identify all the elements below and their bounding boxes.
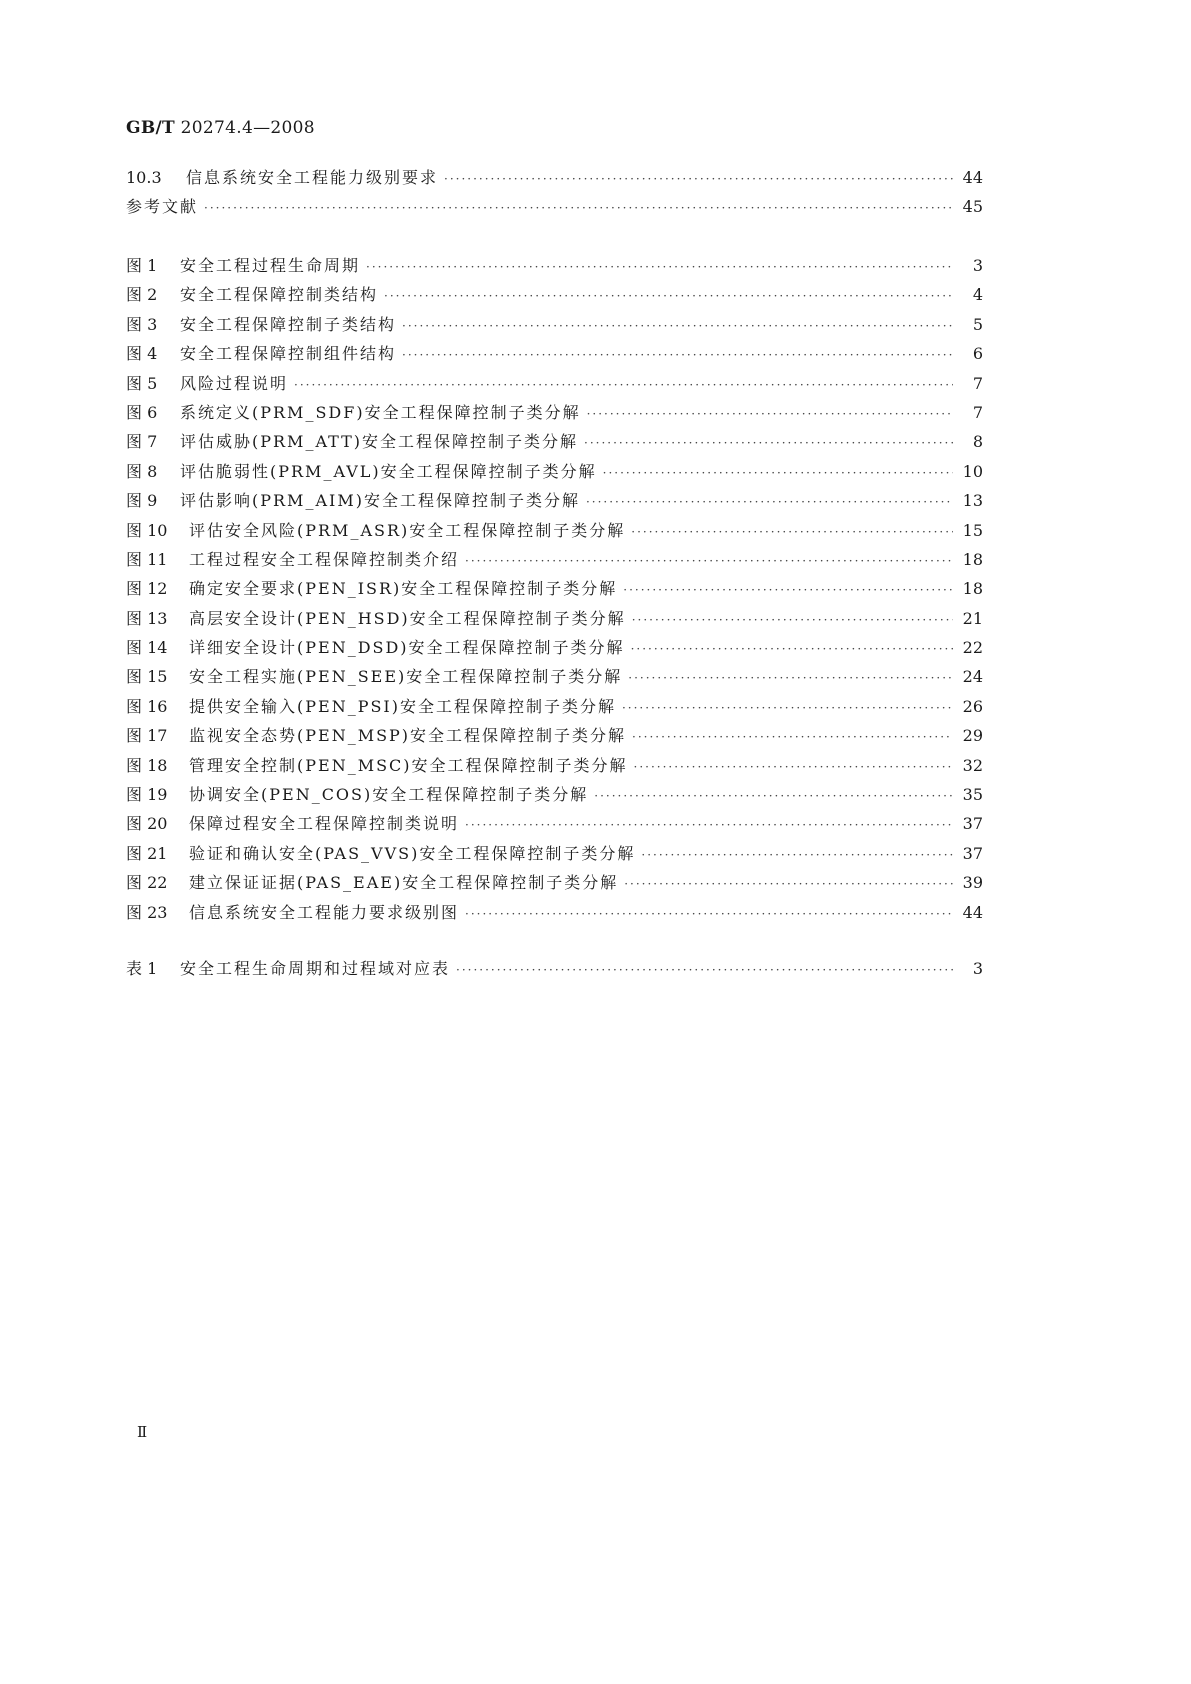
dot-leader	[444, 172, 953, 186]
standard-code-number: 20274.4—2008	[180, 118, 315, 138]
toc-entry-title: 协调安全(PEN_COS)安全工程保障控制子类分解	[189, 785, 589, 805]
toc-entry-page: 45	[962, 197, 983, 217]
dot-leader	[456, 963, 953, 977]
toc-entry-label: 图 22	[126, 873, 168, 893]
toc-entry-figure[interactable]	[126, 694, 983, 723]
toc-entry-figure[interactable]	[126, 518, 983, 547]
toc-entry-page: 21	[962, 608, 983, 628]
dot-leader	[624, 877, 953, 891]
dot-leader	[204, 201, 953, 215]
toc-sections	[126, 165, 983, 224]
toc-entry-label: 图 5	[126, 373, 158, 393]
toc-entry-title: 高层安全设计(PEN_HSD)安全工程保障控制子类分解	[189, 608, 626, 628]
toc-entry-figure[interactable]	[126, 576, 983, 605]
toc-entry-section[interactable]	[126, 165, 983, 194]
toc-entry-figure[interactable]	[126, 753, 983, 782]
toc-entry-title: 风险过程说明	[180, 373, 289, 393]
toc-entry-title: 评估安全风险(PRM_ASR)安全工程保障控制子类分解	[189, 520, 626, 540]
toc-entry-figure[interactable]	[126, 547, 983, 576]
page-number: Ⅱ	[137, 1423, 148, 1441]
toc-entry-label: 图 8	[126, 461, 158, 481]
toc-entry-label: 图 18	[126, 755, 168, 775]
toc-entry-label: 表 1	[126, 959, 158, 978]
dot-leader	[631, 642, 953, 656]
dot-leader	[628, 671, 953, 685]
toc-entry-page: 18	[962, 579, 983, 599]
toc-entry-figure[interactable]	[126, 459, 983, 488]
toc-entry-title: 建立保证证据(PAS_EAE)安全工程保障控制子类分解	[189, 873, 619, 893]
toc-entry-page: 3	[972, 959, 983, 978]
toc-entry-page: 7	[972, 402, 983, 422]
dot-leader	[294, 378, 953, 392]
toc-entry-page: 44	[962, 902, 983, 922]
toc-entry-page: 35	[962, 785, 983, 805]
toc-entry-title: 信息系统安全工程能力级别要求	[186, 168, 439, 187]
dot-leader	[465, 818, 953, 832]
toc-entry-title: 评估脆弱性(PRM_AVL)安全工程保障控制子类分解	[180, 461, 597, 481]
toc-tables	[126, 956, 983, 985]
toc-entry-section[interactable]	[126, 194, 983, 223]
toc-entry-label: 图 14	[126, 638, 168, 658]
dot-leader	[622, 701, 953, 715]
toc-entry-figure[interactable]	[126, 900, 983, 929]
toc-entry-title: 系统定义(PRM_SDF)安全工程保障控制子类分解	[180, 402, 581, 422]
toc-entry-figure[interactable]	[126, 341, 983, 370]
dot-leader	[402, 348, 953, 362]
toc-entry-title: 管理安全控制(PEN_MSC)安全工程保障控制子类分解	[189, 755, 628, 775]
dot-leader	[465, 554, 953, 568]
toc-entry-page: 18	[962, 549, 983, 569]
toc-entry-figure[interactable]	[126, 282, 983, 311]
toc-entry-title: 确定安全要求(PEN_ISR)安全工程保障控制子类分解	[189, 579, 618, 599]
toc-entry-title: 安全工程保障控制类结构	[180, 285, 379, 305]
toc-entry-figure[interactable]	[126, 429, 983, 458]
toc-entry-label: 图 10	[126, 520, 168, 540]
toc-entry-page: 24	[962, 667, 983, 687]
toc-entry-page: 10	[962, 461, 983, 481]
dot-leader	[632, 730, 953, 744]
toc-entry-title: 安全工程生命周期和过程域对应表	[180, 959, 451, 978]
dot-leader	[366, 260, 953, 274]
toc-entry-figure[interactable]	[126, 841, 983, 870]
toc-entry-figure[interactable]	[126, 811, 983, 840]
toc-entry-title: 评估影响(PRM_AIM)安全工程保障控制子类分解	[180, 491, 580, 511]
toc-entry-title: 工程过程安全工程保障控制类介绍	[189, 549, 460, 569]
toc-entry-title: 安全工程保障控制组件结构	[180, 344, 397, 364]
toc-entry-figure[interactable]	[126, 488, 983, 517]
toc-entry-figure[interactable]	[126, 664, 983, 693]
dot-leader	[402, 319, 953, 333]
toc-entry-title: 安全工程保障控制子类结构	[180, 314, 397, 334]
toc-entry-title: 提供安全输入(PEN_PSI)安全工程保障控制子类分解	[189, 696, 616, 716]
dot-leader	[586, 495, 953, 509]
toc-entry-label: 图 15	[126, 667, 168, 687]
dot-leader	[603, 466, 953, 480]
toc-entry-label: 图 2	[126, 285, 158, 305]
toc-entry-title: 参考文献	[126, 197, 199, 217]
toc-entry-label: 图 1	[126, 256, 158, 275]
toc-entry-title: 评估威胁(PRM_ATT)安全工程保障控制子类分解	[180, 432, 579, 452]
toc-entry-title: 验证和确认安全(PAS_VVS)安全工程保障控制子类分解	[189, 843, 636, 863]
toc-entry-page: 7	[972, 373, 983, 393]
toc-entry-page: 22	[962, 638, 983, 658]
toc-entry-figure[interactable]	[126, 635, 983, 664]
toc-entry-title: 信息系统安全工程能力要求级别图	[189, 902, 460, 922]
toc-entry-figure[interactable]	[126, 606, 983, 635]
toc-entry-label: 图 17	[126, 726, 168, 746]
toc-entry-label: 10.3	[126, 168, 162, 187]
toc-entry-page: 13	[962, 491, 983, 511]
toc-entry-label: 图 11	[126, 549, 168, 569]
toc-entry-title: 详细安全设计(PEN_DSD)安全工程保障控制子类分解	[189, 638, 625, 658]
toc-entry-figure[interactable]	[126, 312, 983, 341]
toc-entry-page: 15	[962, 520, 983, 540]
toc-entry-label: 图 20	[126, 814, 168, 834]
toc-entry-label: 图 16	[126, 696, 168, 716]
dot-leader	[587, 407, 953, 421]
toc-entry-page: 29	[962, 726, 983, 746]
toc-entry-label: 图 19	[126, 785, 168, 805]
toc-entry-label: 图 21	[126, 843, 168, 863]
toc-entry-title: 安全工程过程生命周期	[180, 256, 361, 275]
toc-entry-page: 26	[962, 696, 983, 716]
standard-code	[126, 118, 315, 138]
toc-entry-title: 监视安全态势(PEN_MSP)安全工程保障控制子类分解	[189, 726, 627, 746]
dot-leader	[384, 289, 953, 303]
toc-entry-page: 37	[962, 814, 983, 834]
toc-entry-label: 图 23	[126, 902, 168, 922]
toc-entry-page: 6	[972, 344, 983, 364]
toc-entry-label: 图 9	[126, 491, 158, 511]
toc-entry-page: 8	[972, 432, 983, 452]
toc-entry-figure[interactable]	[126, 400, 983, 429]
toc-entry-title: 安全工程实施(PEN_SEE)安全工程保障控制子类分解	[189, 667, 623, 687]
toc-figures	[126, 253, 983, 929]
dot-leader	[631, 525, 953, 539]
dot-leader	[634, 760, 953, 774]
toc-entry-label: 图 3	[126, 314, 158, 334]
toc-entry-label: 图 12	[126, 579, 168, 599]
dot-leader	[594, 789, 953, 803]
dot-leader	[465, 907, 953, 921]
toc-entry-figure[interactable]	[126, 253, 983, 282]
toc-entry-table[interactable]	[126, 956, 983, 985]
toc-entry-page: 3	[972, 256, 983, 275]
toc-entry-title: 保障过程安全工程保障控制类说明	[189, 814, 460, 834]
toc-entry-page: 4	[972, 285, 983, 305]
toc-entry-page: 44	[962, 168, 983, 187]
toc-entry-label: 图 7	[126, 432, 158, 452]
toc-entry-figure[interactable]	[126, 723, 983, 752]
toc-entry-label: 图 4	[126, 344, 158, 364]
toc-entry-label: 图 6	[126, 402, 158, 422]
dot-leader	[623, 583, 953, 597]
dot-leader	[632, 613, 953, 627]
toc-entry-page: 5	[972, 314, 983, 334]
dot-leader	[641, 848, 953, 862]
toc-entry-label: 图 13	[126, 608, 168, 628]
toc-entry-figure[interactable]	[126, 870, 983, 899]
toc-entry-page: 32	[962, 755, 983, 775]
toc-entry-page: 39	[962, 873, 983, 893]
toc-entry-page: 37	[962, 843, 983, 863]
toc-entry-figure[interactable]	[126, 371, 983, 400]
dot-leader	[584, 436, 953, 450]
toc-entry-figure[interactable]	[126, 782, 983, 811]
standard-code-prefix: GB/T	[126, 118, 175, 138]
